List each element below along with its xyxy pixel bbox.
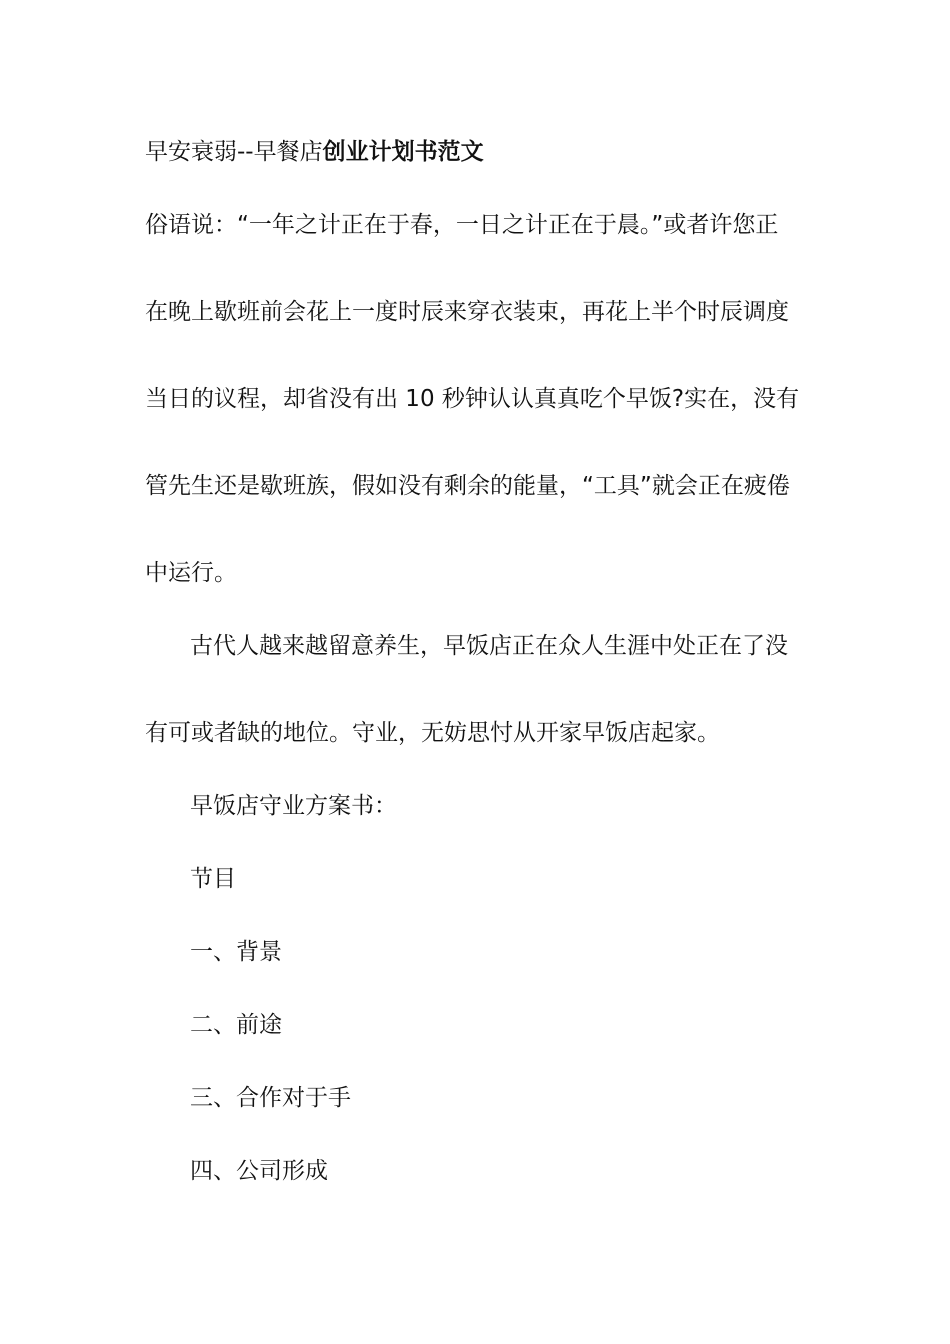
document-title: [145, 137, 484, 167]
toc-item: 一、背景: [190, 939, 282, 965]
paragraph-1-line-4: 管先生还是歇班族，假如没有剩余的能量，“工具”就会正在疲倦: [145, 473, 790, 499]
paragraph-1-line-1: 俗语说：“一年之计正在于春，一日之计正在于晨。”或者许您正: [145, 212, 779, 238]
paragraph-1-line-5: 中运行。: [145, 560, 237, 586]
paragraph-1-line-2: 在晚上歇班前会花上一度时辰来穿衣装束，再花上半个时辰调度: [145, 299, 789, 325]
paragraph-2-line-1: 古代人越来越留意养生，早饭店正在众人生涯中处正在了没: [190, 633, 788, 659]
plan-heading: 早饭店守业方案书：: [190, 793, 397, 819]
toc-heading: 节目: [190, 866, 236, 892]
toc-item: 二、前途: [190, 1012, 282, 1038]
toc-item: 四、公司形成: [190, 1158, 328, 1184]
title-bold-part: 创业计划书范文: [322, 139, 484, 165]
toc-item: 三、合作对于手: [190, 1085, 351, 1111]
paragraph-1-line-3: 当日的议程，却省没有出 10 秒钟认认真真吃个早饭?实在，没有: [145, 386, 800, 412]
title-plain-part: 早安衰弱--早餐店: [145, 139, 323, 165]
paragraph-2-line-2: 有可或者缺的地位。守业，无妨思忖从开家早饭店起家。: [145, 720, 720, 746]
